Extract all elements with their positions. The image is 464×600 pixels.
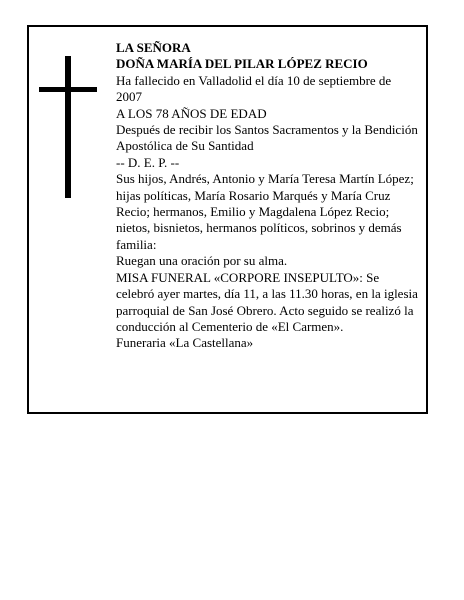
funeral-line: MISA FUNERAL «CORPORE INSEPULTO»: Se celebró ayer martes, día 11, a las 11.30 horas, en la iglesia parroquial de San José Obrero. Acto seguido se realizó la conducción al Cementerio de «El Carmen».	[116, 269, 418, 334]
family-line: Sus hijos, Andrés, Antonio y María Teresa Martín López; hijas políticas, María Rosario Marqués y María Cruz Recio; hermanos, Emilio y Magdalena López Recio; nietos, bisnietos, hermanos políticos, sobrinos y demás familia:	[116, 171, 414, 252]
prayer-line: Ruegan una oración por su alma.	[116, 253, 288, 269]
cross-horizontal-bar	[39, 87, 97, 92]
sacraments-line: Después de recibir los Santos Sacramentos y la Bendición Apostólica de Su Santidad	[116, 122, 418, 154]
cross-vertical-bar	[65, 56, 71, 198]
age-line: A LOS 78 AÑOS DE EDAD	[116, 105, 267, 121]
title-line: LA SEÑORA	[116, 40, 191, 55]
deceased-name: DOÑA MARÍA DEL PILAR LÓPEZ RECIO	[116, 56, 368, 72]
funeral-home-line: Funeraria «La Castellana»	[116, 335, 254, 351]
obituary-notice	[27, 25, 428, 414]
cross-icon	[39, 56, 97, 198]
notice-text	[116, 40, 420, 352]
death-info: Ha fallecido en Valladolid el día 10 de septiembre de 2007	[116, 72, 392, 105]
rip-line: -- D. E. P. --	[116, 154, 180, 170]
